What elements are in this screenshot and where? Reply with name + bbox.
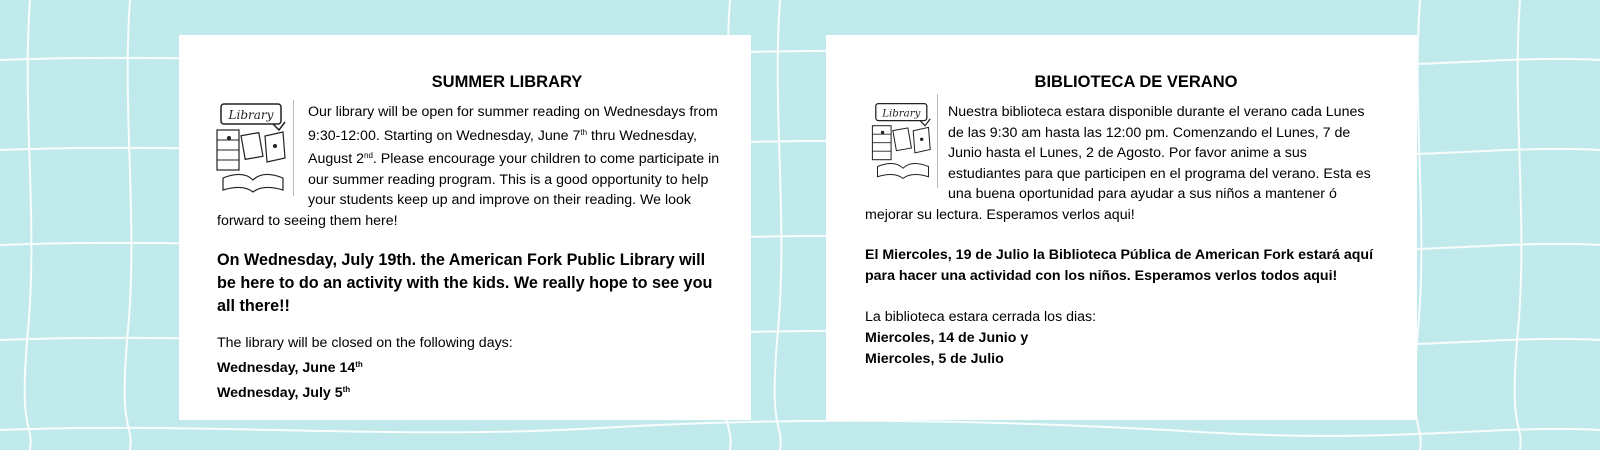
- ordinal-suffix: th: [342, 385, 351, 394]
- closed-date-text: Wednesday, June 14: [217, 360, 356, 376]
- library-clipart: [869, 94, 938, 188]
- intro-text-1: Our library will be open for summer reading on Wednesdays from 9:30-12:00. Starting on Wednesday, June 7: [308, 104, 718, 144]
- intro-section: [865, 102, 1377, 225]
- closed-days-label: The library will be closed on the following days:: [217, 335, 513, 351]
- intro-text-2: thru Wednesday, August 2: [308, 127, 697, 167]
- closed-date: [217, 379, 727, 404]
- closed-date: Miercoles, 5 de Julio: [865, 351, 1004, 367]
- library-clipart: [213, 100, 294, 196]
- flyer-title: SUMMER LIBRARY: [431, 73, 583, 91]
- flyer-title: BIBLIOTECA DE VERANO: [1034, 73, 1238, 91]
- clipart-word: Library: [882, 108, 921, 120]
- clipart-word: Library: [228, 108, 274, 122]
- closed-date-text: Wednesday, July 5: [217, 385, 343, 401]
- ordinal-suffix: nd: [364, 151, 373, 160]
- ordinal-suffix: th: [580, 127, 588, 137]
- flyer-english: [179, 35, 751, 420]
- intro-section: [217, 102, 727, 231]
- event-announcement: On Wednesday, July 19th. the American Fork Public Library will be here to do an activity with the kids. We really hope to see you all there!!: [217, 251, 713, 315]
- intro-text-3: . Please encourage your children to come participate in our summer reading program. This is a good opportunity to help your students keep up and improve on their reading. We look forward to seeing them here!: [217, 151, 720, 229]
- closed-date: Miercoles, 14 de Junio y: [865, 330, 1029, 346]
- ordinal-suffix: th: [355, 360, 363, 369]
- closed-date: [217, 354, 727, 379]
- flyer-spanish: [826, 35, 1417, 420]
- intro-paragraph: Nuestra biblioteca estara disponible durante el verano cada Lunes de las 9:30 am hasta las 12:00 pm. Comenzando el Lunes, 7 de Junio hasta el Lunes, 2 de Agosto. Por favor anime a sus estudiantes para que participen en el programa del verano. Esta es una buena oportunidad para ayudar a sus niños a mantener ó mejorar su lectura. Esperamos verlos aqui!: [865, 104, 1371, 223]
- closed-days-label: La biblioteca estara cerrada los dias:: [865, 309, 1097, 325]
- event-announcement: El Miercoles, 19 de Julio la Biblioteca Pública de American Fork estará aquí para hacer una actividad con los niños. Esperamos verlos todos aqui!: [865, 247, 1374, 284]
